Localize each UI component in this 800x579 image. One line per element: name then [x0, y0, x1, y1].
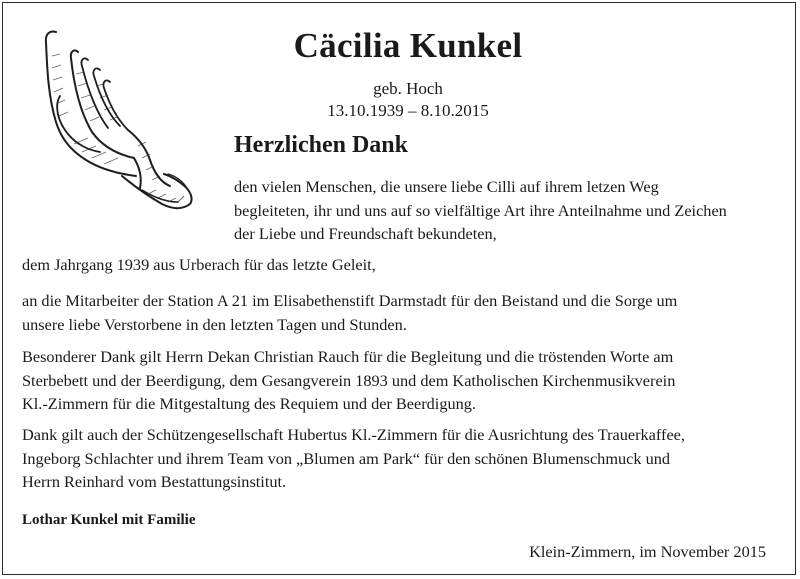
text-line: Besonderer Dank gilt Herrn Dekan Christian Rauch für die Begleitung und die tröstenden Worte am: [22, 347, 674, 366]
paragraph-condolences: [234, 175, 727, 246]
paragraph-further-thanks: [22, 423, 685, 494]
life-dates: 13.10.1939 – 8.10.2015: [327, 101, 489, 120]
signature: Lothar Kunkel mit Familie: [22, 512, 196, 528]
text-line: an die Mitarbeiter der Station A 21 im Elisabethenstift Darmstadt für den Beistand und die Sorge um: [22, 291, 678, 310]
place-and-date: Klein-Zimmern, im November 2015: [529, 542, 766, 561]
paragraph-jahrgang: [22, 253, 376, 277]
text-line: begleiteten, ihr und uns auf so vielfältige Art ihre Anteilnahme und Zeichen: [234, 200, 727, 220]
thanks-heading: Herzlichen Dank: [234, 132, 408, 158]
text-line: Ingeborg Schlachter und ihrem Team von „Blumen am Park“ für den schönen Blumenschmuck und: [22, 448, 670, 468]
text-line: dem Jahrgang 1939 aus Urberach für das letzte Geleit,: [22, 255, 376, 274]
text-line: der Liebe und Freundschaft bekundeten,: [234, 224, 497, 243]
paragraph-station: [22, 289, 677, 336]
text-line: Herrn Reinhard vom Bestattungsinstitut.: [22, 472, 287, 491]
text-line: Kl.-Zimmern für die Mitgestaltung des Requiem und der Beerdigung.: [22, 394, 476, 413]
maiden-name: geb. Hoch: [373, 79, 443, 98]
paragraph-special-thanks: [22, 345, 675, 416]
deceased-name: Cäcilia Kunkel: [293, 26, 523, 65]
praying-hands-icon: [30, 26, 196, 214]
text-line: unsere liebe Verstorbene in den letzten Tagen und Stunden.: [22, 314, 407, 334]
text-line: den vielen Menschen, die unsere liebe Cilli auf ihrem letzen Weg: [234, 177, 659, 196]
text-line: Dank gilt auch der Schützengesellschaft Hubertus Kl.-Zimmern für die Ausrichtung des Trauerkaffee,: [22, 425, 685, 444]
text-line: Sterbebett und der Beerdigung, dem Gesangverein 1893 und dem Katholischen Kirchenmusikverein: [22, 370, 676, 390]
